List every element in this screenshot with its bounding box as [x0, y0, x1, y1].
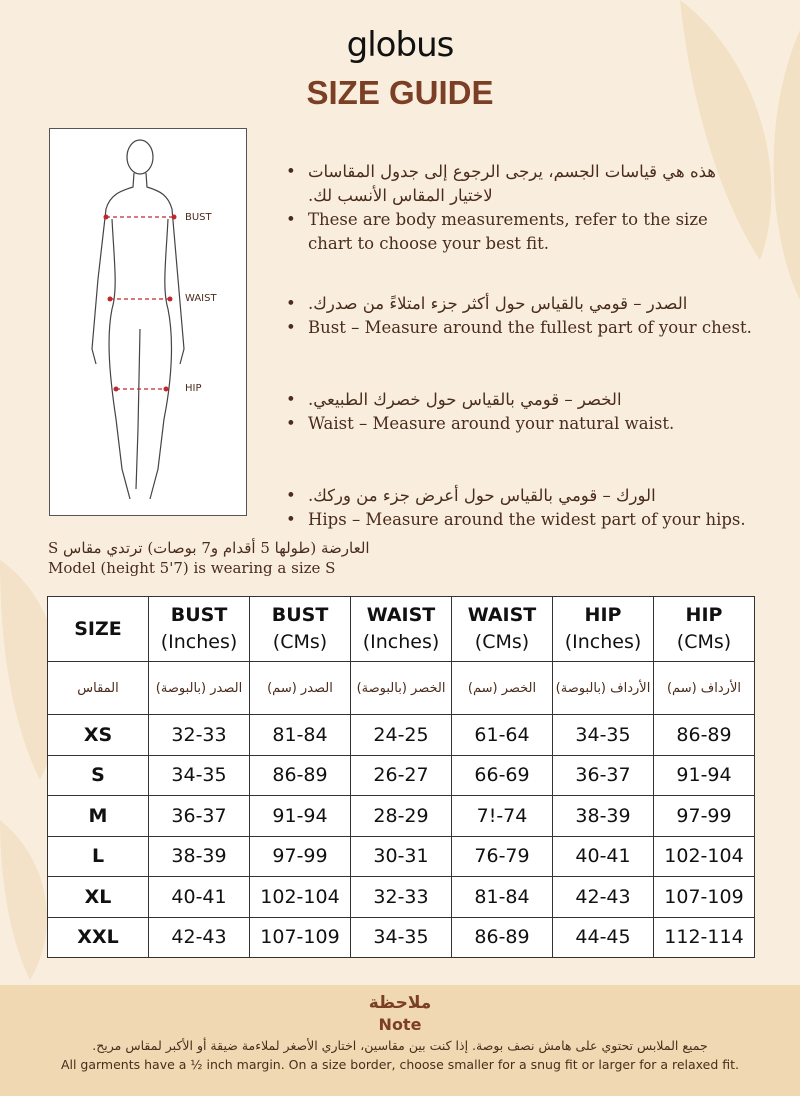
header-measure: BUST [170, 604, 228, 626]
measurement-cell: 44-45 [553, 917, 654, 958]
arabic-column-header: الخصر (بالبوصة) [351, 662, 452, 715]
measurement-cell: 38-39 [149, 836, 250, 877]
model-info-en: Model (height 5'7) is wearing a size S [48, 559, 336, 577]
arabic-column-header: الصدر (سم) [250, 662, 351, 715]
brand-logo: globus [346, 25, 454, 65]
measurement-cell: 91-94 [250, 796, 351, 837]
measurement-cell: 61-64 [452, 715, 553, 756]
measurement-cell: 97-99 [250, 836, 351, 877]
measurement-cell: 81-84 [452, 877, 553, 918]
column-header [654, 597, 755, 662]
measurement-cell: 66-69 [452, 755, 553, 796]
column-header [351, 597, 452, 662]
table-row [48, 836, 755, 877]
size-cell: L [48, 836, 149, 877]
size-cell: M [48, 796, 149, 837]
measurement-cell: 34-35 [351, 917, 452, 958]
measurement-cell: 97-99 [654, 796, 755, 837]
instruction-group: • الخصر – قومي بالقياس حول خصرك الطبيعي. • Waist – Measure around your natural waist. [286, 388, 756, 436]
header-unit: (CMs) [676, 631, 732, 653]
size-cell: XL [48, 877, 149, 918]
measurement-cell: 81-84 [250, 715, 351, 756]
note-text-ar: جميع الملابس تحتوي على هامش نصف بوصة. إذا كنت بين مقاسين، اختاري الأصغر لملاءمة ضيقة أو الأكبر لمقاس مريح. [92, 1038, 708, 1053]
header-unit: (Inches) [362, 631, 440, 653]
size-chart-table [47, 596, 755, 958]
arabic-column-header: الأرداف (بالبوصة) [553, 662, 654, 715]
table-row [48, 715, 755, 756]
measurement-cell: 24-25 [351, 715, 452, 756]
measurement-cell: 26-27 [351, 755, 452, 796]
measurement-cell: 42-43 [149, 917, 250, 958]
measurement-cell: 102-104 [654, 836, 755, 877]
column-header [149, 597, 250, 662]
header-measure: SIZE [74, 617, 122, 640]
measurement-cell: 76-79 [452, 836, 553, 877]
column-header [553, 597, 654, 662]
measurement-cell: 86-89 [250, 755, 351, 796]
measurement-cell: 86-89 [654, 715, 755, 756]
instruction-group: • الورك – قومي بالقياس حول أعرض جزء من وركك. • Hips – Measure around the widest part of your hips. [286, 484, 756, 532]
arabic-header-row [48, 662, 755, 715]
bust-label: BUST [185, 212, 212, 223]
page-title: SIZE GUIDE [306, 74, 494, 111]
instruction-en: Bust – Measure around the fullest part of your chest. [308, 318, 752, 337]
arabic-column-header: الأرداف (سم) [654, 662, 755, 715]
arabic-column-header: الصدر (بالبوصة) [149, 662, 250, 715]
measurement-cell: 38-39 [553, 796, 654, 837]
measurement-cell: 112-114 [654, 917, 755, 958]
instruction-ar: الخصر – قومي بالقياس حول خصرك الطبيعي. [308, 390, 622, 409]
instruction-ar: الصدر – قومي بالقياس حول أكثر جزء امتلاءً من صدرك. [308, 294, 688, 313]
column-header [250, 597, 351, 662]
header-row [48, 597, 755, 662]
table-row [48, 917, 755, 958]
column-header [48, 597, 149, 662]
size-cell: XS [48, 715, 149, 756]
header-unit: (Inches) [160, 631, 238, 653]
table-row [48, 796, 755, 837]
instruction-group: • هذه هي قياسات الجسم، يرجى الرجوع إلى جدول المقاسات لاختيار المقاس الأنسب لك. • These are body measurements, refer to the size chart to choose your best fit. [286, 160, 756, 256]
size-cell: S [48, 755, 149, 796]
hip-label: HIP [185, 383, 202, 394]
note-title-en: Note [378, 1015, 422, 1034]
table-row [48, 877, 755, 918]
table-row [48, 755, 755, 796]
arabic-column-header: المقاس [48, 662, 149, 715]
measurement-cell: 30-31 [351, 836, 452, 877]
header-unit: (CMs) [272, 631, 328, 653]
measurement-cell: 107-109 [250, 917, 351, 958]
model-info-ar: العارضة (طولها 5 أقدام و7 بوصات) ترتدي مقاس S [48, 539, 370, 557]
model-info [48, 538, 370, 578]
measurement-cell: 34-35 [149, 755, 250, 796]
header-unit: (Inches) [564, 631, 642, 653]
measurement-cell: 28-29 [351, 796, 452, 837]
waist-label: WAIST [185, 293, 217, 304]
header-measure: WAIST [467, 604, 537, 626]
measurement-cell: 42-43 [553, 877, 654, 918]
body-measurement-figure [49, 128, 247, 516]
arabic-column-header: الخصر (سم) [452, 662, 553, 715]
measurement-cell: 86-89 [452, 917, 553, 958]
header-measure: HIP [584, 604, 622, 626]
measurement-cell: 36-37 [553, 755, 654, 796]
note-title-ar: ملاحظة [368, 993, 432, 1013]
column-header [452, 597, 553, 662]
instruction-en: Waist – Measure around your natural waist. [308, 414, 675, 433]
instruction-en: Hips – Measure around the widest part of your hips. [308, 510, 746, 529]
measurement-cell: 91-94 [654, 755, 755, 796]
measurement-instructions [286, 160, 756, 560]
instruction-ar: هذه هي قياسات الجسم، يرجى الرجوع إلى جدول المقاسات لاختيار المقاس الأنسب لك. [308, 162, 717, 205]
measurement-cell: 34-35 [553, 715, 654, 756]
header-measure: WAIST [366, 604, 436, 626]
instruction-ar: الورك – قومي بالقياس حول أعرض جزء من وركك. [308, 486, 656, 505]
note-text-en: All garments have a ½ inch margin. On a size border, choose smaller for a snug fit or larger for a relaxed fit. [60, 1057, 740, 1072]
measurement-cell: 102-104 [250, 877, 351, 918]
measurement-cell: 40-41 [149, 877, 250, 918]
measurement-cell: 32-33 [351, 877, 452, 918]
header-measure: HIP [685, 604, 723, 626]
measurement-cell: 36-37 [149, 796, 250, 837]
size-cell: XXL [48, 917, 149, 958]
instruction-en: These are body measurements, refer to the size chart to choose your best fit. [308, 210, 708, 253]
measurement-cell: 32-33 [149, 715, 250, 756]
header-unit: (CMs) [474, 631, 530, 653]
note-section [0, 985, 800, 1096]
body-silhouette-icon [50, 129, 246, 515]
header-measure: BUST [271, 604, 329, 626]
instruction-group: • الصدر – قومي بالقياس حول أكثر جزء امتلاءً من صدرك. • Bust – Measure around the fullest part of your chest. [286, 292, 756, 340]
measurement-cell: 40-41 [553, 836, 654, 877]
measurement-cell: 107-109 [654, 877, 755, 918]
measurement-cell: 7!-74 [452, 796, 553, 837]
